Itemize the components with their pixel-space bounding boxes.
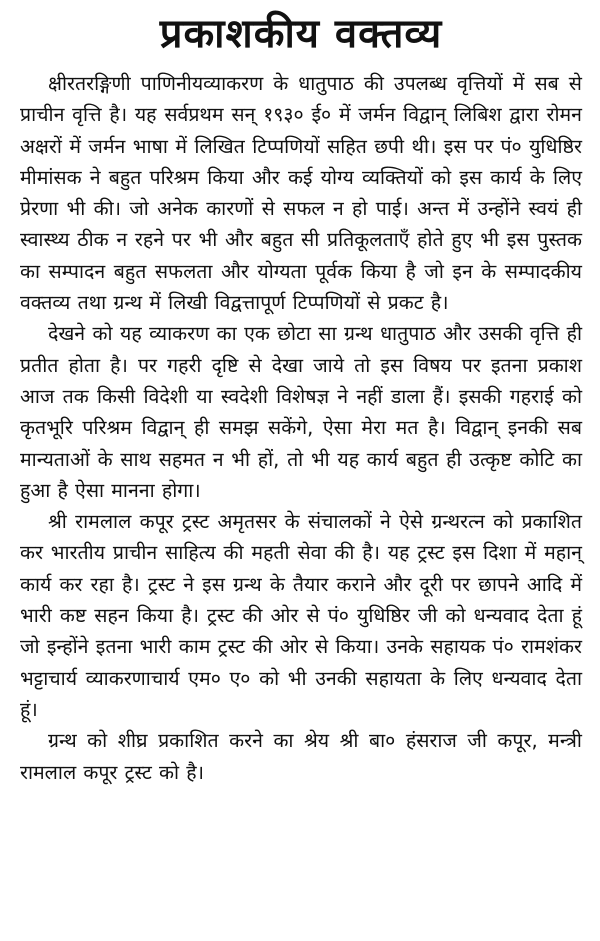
paragraph-3: श्री रामलाल कपूर ट्रस्ट अमृतसर के संचालकों ने ऐसे ग्रन्थरत्न को प्रकाशित कर भारतीय प्राचीन साहित्य की महती सेवा की है। यह ट्रस्ट इस दिशा में महान् कार्य कर रहा है। ट्रस्ट ने इस ग्रन्थ के तैयार कराने और दूरी पर छापने आदि में भारी कष्ट सहन किया है। ट्रस्ट की ओर से पं० युधिष्ठिर जी को धन्यवाद देता हूं जो इन्होंने इतना भारी काम ट्रस्ट की ओर से किया। उनके सहायक पं० रामशंकर भट्टाचार्य व्याकरणाचार्य एम० ए० को भी उनकी सहायता के लिए धन्यवाद देता हूं। <box>20 510 582 721</box>
paragraph-2: देखने को यह व्याकरण का एक छोटा सा ग्रन्थ धातुपाठ और उसकी वृत्ति ही प्रतीत होता है। पर गहरी दृष्टि से देखा जाये तो इस विषय पर इतना प्रकाश आज तक किसी विदेशी या स्वदेशी विशेषज्ञ ने नहीं डाला हैं। इसकी गहराई को कृतभूरि परिश्रम विद्वान् ही समझ सकेंगे, ऐसा मेरा मत है। विद्वान् इनकी सब मान्यताओं के साथ सहमत न भी हों, तो भी यह कार्य बहुत ही उत्कृष्ट कोटि का हुआ है ऐसा मानना होगा। <box>20 322 582 502</box>
paragraph-4: ग्रन्थ को शीघ्र प्रकाशित करने का श्रेय श्री बा० हंसराज जी कपूर, मन्त्री रामलाल कपूर ट्रस्ट को है। <box>20 729 582 784</box>
page-title: प्रकाशकीय वक्तव्य <box>159 11 443 57</box>
paragraph-1: क्षीरतरङ्गिणी पाणिनीयव्याकरण के धातुपाठ की उपलब्ध वृत्तियों में सब से प्राचीन वृत्ति है। यह सर्वप्रथम सन् १९३० ई० में जर्मन विद्वान् लिबिश द्वारा रोमन अक्षरों में जर्मन भाषा में लिखित टिप्पणियों सहित छपी थी। इस पर पं० युधिष्ठिर मीमांसक ने बहुत परिश्रम किया और कई योग्य व्यक्तियों को इस कार्य के लिए प्रेरणा भी की। जो अनेक कारणों से सफल न हो पाई। अन्त में उन्होंने स्वयं ही स्वास्थ्य ठीक न रहने पर भी और बहुत सी प्रतिकूलताएँ होते हुए भी इस पुस्तक का सम्पादन बहुत सफलता और योग्यता पूर्वक किया है जो इन के सम्पादकीय वक्तव्य तथा ग्रन्थ में लिखी विद्वत्तापूर्ण टिप्पणियों से प्रकट है। <box>20 72 582 315</box>
